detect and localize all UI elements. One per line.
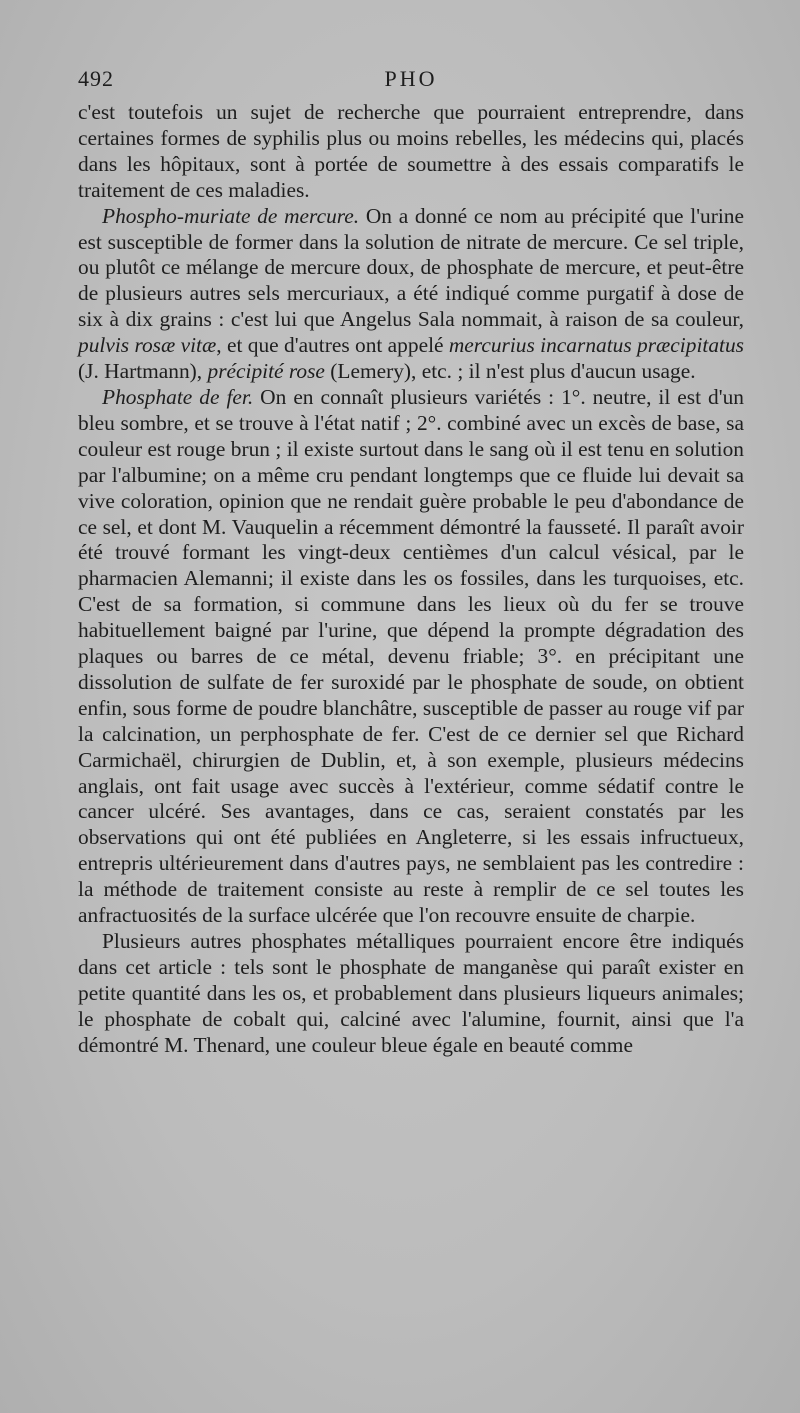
paragraph-phosphate-de-fer xyxy=(78,385,744,929)
italic-text: pulvis rosæ vitæ xyxy=(78,333,217,358)
text-run: (J. Hartmann), xyxy=(78,359,208,384)
italic-text: Phosphate de fer. xyxy=(102,384,254,409)
text-run: c'est toutefois un sujet de recherche que pourraient entreprendre, dans certaines formes de syphilis plus ou moins rebelles, les médecins qui, placés dans les hôpitaux, sont à portée de soumettre à des essais comparatifs le traitement de ces maladies. xyxy=(78,100,744,202)
italic-text: Phospho-muriate de mercure. xyxy=(102,203,360,228)
text-run: Plusieurs autres phosphates métalliques pourraient encore être indiqués dans cet article : tels sont le phosphate de manganèse qui paraît exister en petite quantité dans les os, et probablement dans plusieurs liqueurs animales; le phosphate de cobalt qui, calciné avec l'alumine, fournit, ainsi que l'a démontré M. Thenard, une couleur bleue égale en beauté comme xyxy=(78,929,744,1057)
page-header xyxy=(78,66,744,96)
text-run: On a donné ce nom au précipité que l'urine est susceptible de former dans la solution de nitrate de mercure. Ce sel triple, ou plutôt ce mélange de mercure doux, de phosphate de mercure, et peut-être de plusieurs autres sels mercuriaux, a été indiqué comme purgatif à dose de six à dix grains : c'est lui que Angelus Sala nommait, à raison de sa couleur, xyxy=(78,203,744,332)
running-head: PHO xyxy=(384,66,438,91)
italic-text: précipité rose xyxy=(207,359,325,384)
paragraph-autres-phosphates xyxy=(78,929,744,1059)
body-text xyxy=(78,100,744,1059)
paragraph-phospho-muriate xyxy=(78,204,744,385)
paragraph-continuation xyxy=(78,100,744,204)
text-run: On en connaît plusieurs variétés : 1°. neutre, il est d'un bleu sombre, et se trouve à l'état natif ; 2°. combiné avec un excès de base, sa couleur est rouge brun ; il existe surtout dans le sang où il est tenu en solution par l'albumine; on a même cru pendant longtemps que ce fluide lui devait sa vive coloration, opinion que ne rendait guère probable le peu d'abondance de ce sel, et dont M. Vauquelin a récemment démontré la fausseté. Il paraît avoir été trouvé formant les vingt-deux centièmes d'un calcul vésical, par le pharmacien Alemanni; il existe dans les os fossiles, dans les turquoises, etc. C'est de sa formation, si commune dans les lieux où du fer se trouve habituellement baigné par l'urine, que dépend la prompte dégradation des plaques ou barres de ce métal, devenu friable; 3°. en précipitant une dissolution de sulfate de fer suroxidé par le phosphate de soude, on obtient enfin, sous forme de poudre blanchâtre, susceptible de passer au rouge vif par la calcination, un perphosphate de fer. C'est de ce dernier sel que Richard Carmichaël, chirurgien de Dublin, et, à son exemple, plusieurs médecins anglais, ont fait usage avec succès à l'extérieur, comme sédatif contre le cancer ulcéré. Ses avantages, dans ce cas, seraient constatés par les observations qui ont été publiées en Angleterre, si les essais infructueux, entrepris ultérieurement dans d'autres pays, ne semblaient pas les contredire : la méthode de traitement consiste au reste à remplir de ce sel toutes les anfractuosités de la surface ulcérée que l'on recouvre ensuite de charpie. xyxy=(78,384,744,928)
text-run: , et que d'autres ont appelé xyxy=(216,333,449,358)
page-number: 492 xyxy=(78,66,114,91)
italic-text: mercurius incarnatus præcipitatus xyxy=(448,333,744,358)
text-run: (Lemery), etc. ; il n'est plus d'aucun usage. xyxy=(324,359,696,384)
